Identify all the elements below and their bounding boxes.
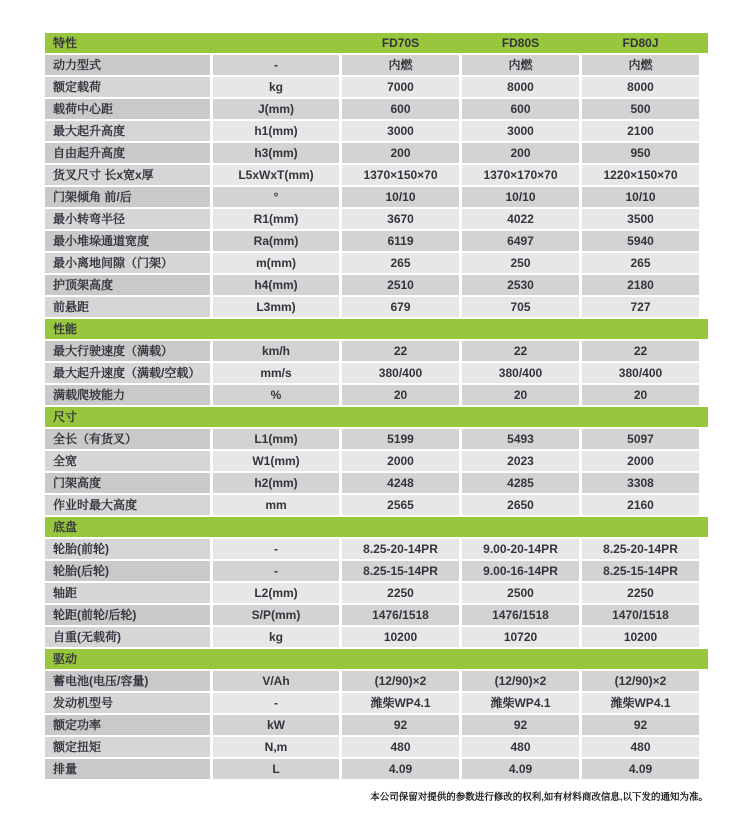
spec-table [45,33,708,781]
row-value: 5940 [582,231,699,251]
row-value: 480 [462,737,579,757]
row-value: 10/10 [582,187,699,207]
table-row [45,297,708,317]
row-value: 10/10 [462,187,579,207]
table-row [45,165,708,185]
row-value: 92 [582,715,699,735]
row-label: 自重(无载荷) [45,627,210,647]
row-value: 3308 [582,473,699,493]
row-unit: N,m [213,737,339,757]
row-label: 最大行驶速度（满载） [45,341,210,361]
row-unit: h2(mm) [213,473,339,493]
row-value: 5097 [582,429,699,449]
row-label: 全宽 [45,451,210,471]
row-value: 8.25-20-14PR [342,539,459,559]
row-label: 护顶架高度 [45,275,210,295]
row-label: 最小离地间隙（门架） [45,253,210,273]
table-row [45,187,708,207]
row-unit: J(mm) [213,99,339,119]
row-value: 8.25-15-14PR [342,561,459,581]
column-header-feature: 特性 [53,36,78,50]
table-row [45,473,708,493]
row-value: 9.00-16-14PR [462,561,579,581]
row-label: 门架倾角 前/后 [45,187,210,207]
table-row [45,627,708,647]
row-unit: S/P(mm) [213,605,339,625]
row-value: 2180 [582,275,699,295]
row-value: 7000 [342,77,459,97]
row-value: 2100 [582,121,699,141]
row-unit: h4(mm) [213,275,339,295]
table-row [45,693,708,713]
row-value: 600 [342,99,459,119]
row-value: 4.09 [342,759,459,779]
row-value: 1476/1518 [342,605,459,625]
row-value: 20 [582,385,699,405]
row-unit: % [213,385,339,405]
row-value: (12/90)×2 [582,671,699,691]
row-unit: - [213,561,339,581]
row-value: 1470/1518 [582,605,699,625]
row-value: 265 [342,253,459,273]
table-row [45,561,708,581]
row-value: 380/400 [462,363,579,383]
table-row [45,737,708,757]
table-row [45,341,708,361]
row-unit: kW [213,715,339,735]
row-label: 载荷中心距 [45,99,210,119]
row-value: 4285 [462,473,579,493]
row-label: 轴距 [45,583,210,603]
row-value: 500 [582,99,699,119]
row-value: 8.25-15-14PR [582,561,699,581]
table-row [45,121,708,141]
row-label: 最大起升高度 [45,121,210,141]
row-unit: - [213,55,339,75]
row-unit: - [213,693,339,713]
row-label: 自由起升高度 [45,143,210,163]
row-value: (12/90)×2 [462,671,579,691]
table-row [45,77,708,97]
row-unit: ° [213,187,339,207]
table-row [45,363,708,383]
row-label: 轮胎(后轮) [45,561,210,581]
row-value: 200 [342,143,459,163]
row-unit: h3(mm) [213,143,339,163]
row-value: 22 [462,341,579,361]
row-unit: km/h [213,341,339,361]
column-header-unit [213,33,339,53]
row-unit: L1(mm) [213,429,339,449]
table-row [45,209,708,229]
row-label: 轮胎(前轮) [45,539,210,559]
row-unit: V/Ah [213,671,339,691]
row-value: 潍柴WP4.1 [582,693,699,713]
row-value: 5493 [462,429,579,449]
table-row [45,539,708,559]
row-label: 门架高度 [45,473,210,493]
row-value: 3500 [582,209,699,229]
row-value: 4.09 [462,759,579,779]
column-header-model-2: FD80S [501,36,540,50]
table-row [45,429,708,449]
row-value: 480 [342,737,459,757]
section-band: 底盘 [45,517,708,537]
row-unit: mm/s [213,363,339,383]
row-value: 内燃 [342,55,459,75]
row-label: 发动机型号 [45,693,210,713]
row-label: 最大起升速度（满载/空载） [45,363,210,383]
footer-note: 本公司保留对提供的参数进行修改的权利,如有材料商改信息,以下发的通知为准。 [370,792,708,803]
row-value: 20 [342,385,459,405]
table-row [45,671,708,691]
table-row [45,55,708,75]
row-value: (12/90)×2 [342,671,459,691]
row-value: 2565 [342,495,459,515]
row-unit: L3mm) [213,297,339,317]
row-value: 3000 [462,121,579,141]
row-value: 1370×170×70 [462,165,579,185]
row-value: 2023 [462,451,579,471]
row-value: 8.25-20-14PR [582,539,699,559]
table-row [45,385,708,405]
row-value: 380/400 [342,363,459,383]
row-label: 前悬距 [45,297,210,317]
row-label: 最小堆垛通道宽度 [45,231,210,251]
row-unit: L2(mm) [213,583,339,603]
row-label: 作业时最大高度 [45,495,210,515]
row-label: 全长（有货叉） [45,429,210,449]
row-value: 6497 [462,231,579,251]
row-value: 8000 [462,77,579,97]
row-value: 1476/1518 [462,605,579,625]
table-row [45,715,708,735]
row-value: 200 [462,143,579,163]
row-value: 10720 [462,627,579,647]
row-label: 轮距(前轮/后轮) [45,605,210,625]
row-label: 货叉尺寸 长x宽x厚 [45,165,210,185]
row-value: 250 [462,253,579,273]
row-value: 2000 [582,451,699,471]
row-value: 10/10 [342,187,459,207]
row-label: 额定功率 [45,715,210,735]
row-value: 2250 [582,583,699,603]
row-value: 727 [582,297,699,317]
row-value: 3000 [342,121,459,141]
row-label: 额定扭矩 [45,737,210,757]
row-unit: - [213,539,339,559]
section-band: 性能 [45,319,708,339]
row-value: 5199 [342,429,459,449]
row-unit: mm [213,495,339,515]
row-unit: L [213,759,339,779]
row-value: 2000 [342,451,459,471]
row-value: 92 [342,715,459,735]
row-value: 4022 [462,209,579,229]
row-value: 10200 [342,627,459,647]
row-value: 480 [582,737,699,757]
table-row [45,275,708,295]
table-row [45,495,708,515]
row-value: 2530 [462,275,579,295]
row-value: 8000 [582,77,699,97]
row-value: 600 [462,99,579,119]
row-unit: h1(mm) [213,121,339,141]
row-unit: R1(mm) [213,209,339,229]
row-label: 额定载荷 [45,77,210,97]
row-unit: W1(mm) [213,451,339,471]
row-value: 4248 [342,473,459,493]
row-value: 92 [462,715,579,735]
row-value: 950 [582,143,699,163]
row-value: 679 [342,297,459,317]
table-row [45,253,708,273]
row-value: 22 [582,341,699,361]
row-value: 9.00-20-14PR [462,539,579,559]
row-label: 排量 [45,759,210,779]
row-value: 潍柴WP4.1 [462,693,579,713]
table-row [45,583,708,603]
table-row [45,231,708,251]
row-value: 20 [462,385,579,405]
table-row [45,605,708,625]
row-value: 2500 [462,583,579,603]
section-band: 驱动 [45,649,708,669]
table-header-row [45,33,708,53]
row-label: 最小转弯半径 [45,209,210,229]
row-value: 10200 [582,627,699,647]
table-row [45,759,708,779]
row-label: 蓄电池(电压/容量) [45,671,210,691]
section-band: 尺寸 [45,407,708,427]
row-value: 22 [342,341,459,361]
table-row [45,451,708,471]
row-unit: L5xWxT(mm) [213,165,339,185]
row-value: 2510 [342,275,459,295]
row-label: 满载爬坡能力 [45,385,210,405]
row-value: 2650 [462,495,579,515]
row-value: 705 [462,297,579,317]
row-value: 内燃 [582,55,699,75]
table-row [45,99,708,119]
row-unit: kg [213,627,339,647]
table-body [45,55,708,779]
row-unit: Ra(mm) [213,231,339,251]
row-value: 2250 [342,583,459,603]
row-value: 6119 [342,231,459,251]
row-unit: kg [213,77,339,97]
row-unit: m(mm) [213,253,339,273]
column-header-model-3: FD80J [622,36,659,50]
row-value: 内燃 [462,55,579,75]
row-value: 265 [582,253,699,273]
column-header-model-1: FD70S [381,36,420,50]
row-value: 潍柴WP4.1 [342,693,459,713]
row-value: 380/400 [582,363,699,383]
table-row [45,143,708,163]
row-value: 4.09 [582,759,699,779]
row-value: 2160 [582,495,699,515]
row-value: 1220×150×70 [582,165,699,185]
row-label: 动力型式 [45,55,210,75]
row-value: 3670 [342,209,459,229]
row-value: 1370×150×70 [342,165,459,185]
